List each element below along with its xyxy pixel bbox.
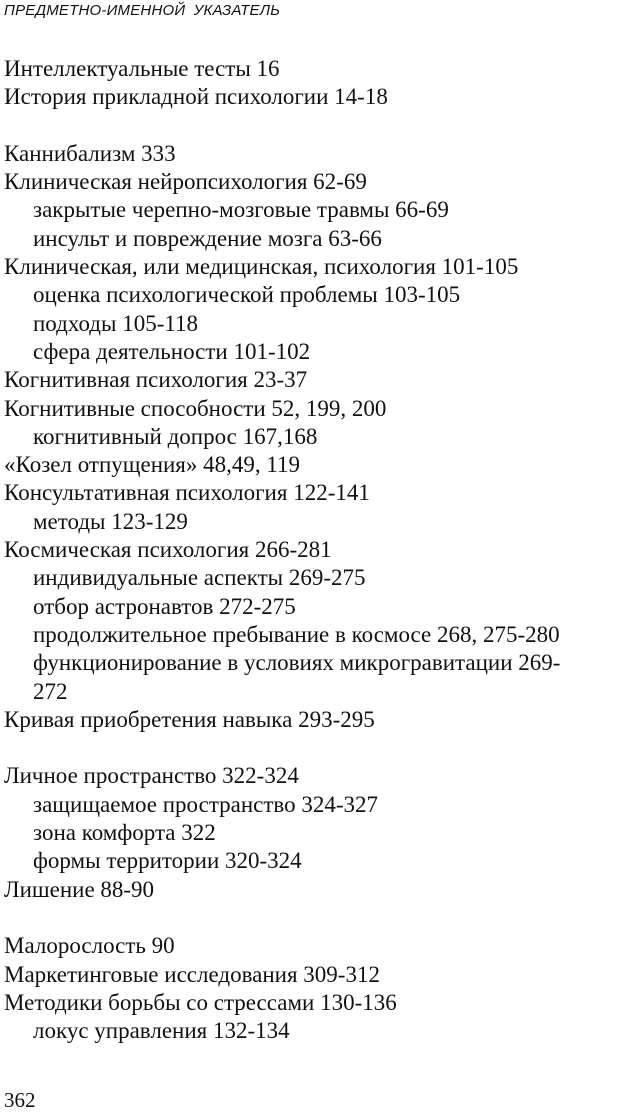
section-gap	[4, 904, 618, 932]
index-entry: Методики борьбы со стрессами 130-136	[4, 989, 397, 1015]
index-entry: Консультативная психология 122-141	[4, 480, 370, 506]
index-subentry: когнитивный допрос 167,168	[33, 423, 318, 449]
index-subentry: защищаемое пространство 324-327	[33, 791, 379, 817]
index-subentry: оценка психологической проблемы 103-105	[33, 282, 461, 308]
index-subentry-continuation: 272	[33, 678, 68, 704]
index-subentry: подходы 105-118	[33, 310, 199, 336]
index-entry: Личное пространство 322-324	[4, 763, 299, 789]
index-subentry: закрытые черепно-мозговые травмы 66-69	[33, 197, 449, 223]
page-number: 362	[4, 1088, 36, 1112]
index-entry: Когнитивные способности 52, 199, 200	[4, 395, 387, 421]
index-entry: Когнитивная психология 23-37	[4, 367, 308, 393]
index-subentry: инсульт и повреждение мозга 63-66	[33, 225, 382, 251]
index-subentry: локус управления 132-134	[33, 1018, 290, 1044]
index-entry: История прикладной психологии 14-18	[4, 84, 388, 110]
index-entry: «Козел отпущения» 48,49, 119	[4, 452, 301, 478]
index-entry: Интеллектуальные тесты 16	[4, 56, 280, 81]
subject-index	[4, 55, 618, 1045]
index-subentry: формы территории 320-324	[33, 848, 302, 874]
index-subentry: отбор астронавтов 272-275	[33, 593, 296, 619]
section-gap	[4, 112, 618, 140]
index-entry: Лишение 88-90	[4, 876, 155, 902]
index-entry: Клиническая, или медицинская, психология 101-105	[4, 254, 519, 280]
section-gap	[4, 734, 618, 762]
index-entry: Клиническая нейропсихология 62-69	[4, 169, 367, 195]
index-subentry: индивидуальные аспекты 269-275	[33, 565, 366, 591]
index-entry: Каннибализм 333	[4, 140, 176, 166]
index-entry: Кривая приобретения навыка 293-295	[4, 706, 375, 732]
index-entry: Космическая психология 266-281	[4, 537, 332, 563]
index-entry: Маркетинговые исследования 309-312	[4, 961, 380, 987]
index-subentry: методы 123-129	[33, 508, 188, 534]
index-subentry: зона комфорта 322	[33, 820, 216, 846]
index-subentry: сфера деятельности 101-102	[33, 338, 311, 364]
index-subentry: продолжительное пребывание в космосе 268, 275-280	[33, 621, 560, 647]
running-header: ПРЕДМЕТНО-ИМЕННОЙ УКАЗАТЕЛЬ	[4, 2, 281, 19]
index-entry: Малорослость 90	[4, 933, 175, 959]
index-subentry: функционирование в условиях микрогравитации 269-	[33, 650, 561, 676]
